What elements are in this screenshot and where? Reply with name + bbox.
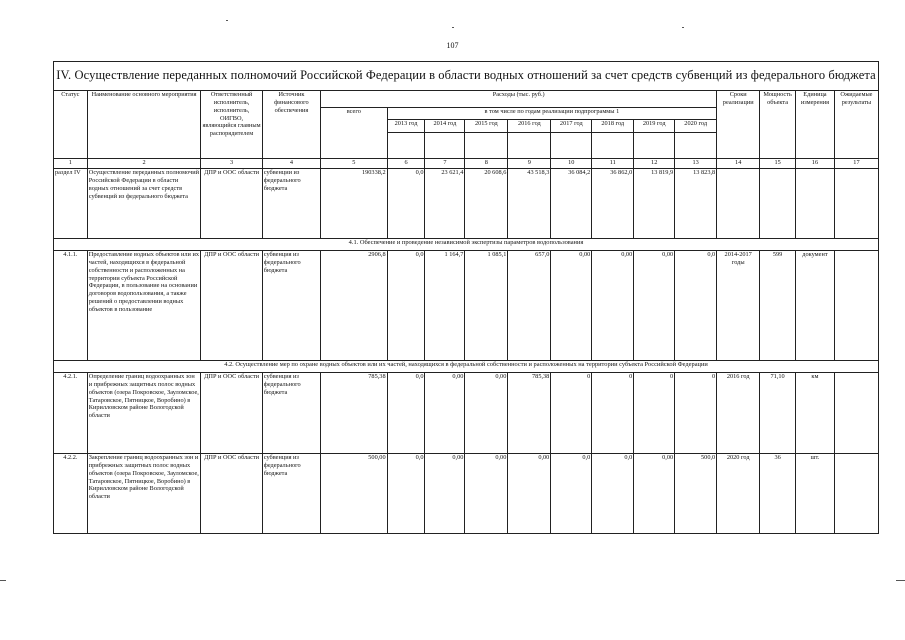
row-unit: документ	[796, 251, 835, 361]
row-terms: 2016 год	[717, 373, 760, 454]
row-value: 43 518,3	[508, 169, 551, 239]
header-year: 2020 год	[675, 120, 717, 133]
row-unit: шт.	[796, 454, 835, 534]
column-number: 3	[201, 159, 262, 169]
header-expenses: Расходы (тыс. руб.)	[321, 91, 717, 108]
row-value: 500,0	[675, 454, 717, 534]
row-total: 785,38	[321, 373, 388, 454]
header-year: 2013 год	[387, 120, 425, 133]
row-results	[834, 251, 878, 361]
row-capacity: 71,10	[760, 373, 796, 454]
row-value: 0	[634, 373, 675, 454]
row-value: 0,00	[508, 454, 551, 534]
row-code: 4.2.2.	[54, 454, 88, 534]
row-value: 0,0	[592, 454, 634, 534]
header-name: Наименование основного мероприятия	[87, 91, 201, 159]
scan-speck	[682, 27, 684, 28]
header-year: 2018 год	[592, 120, 634, 133]
row-results	[834, 373, 878, 454]
row-name: Определение границ водоохранных зон и прибрежных защитных полос водных объектов (озера Покровское, Зауломское, Татаровское, Пятницкое, Воробино) в Кирилловском районе Вологодской области	[87, 373, 201, 454]
row-value: 13 819,9	[634, 169, 675, 239]
row-value: 36 862,0	[592, 169, 634, 239]
header-by-years: в том числе по годам реализации подпрограммы 1	[387, 108, 717, 120]
header-total: всего	[321, 108, 388, 159]
row-total: 500,00	[321, 454, 388, 534]
row-value: 0,0	[675, 251, 717, 361]
table-row	[54, 373, 879, 454]
column-number: 6	[387, 159, 425, 169]
column-number: 12	[634, 159, 675, 169]
header-source: Источник финансового обеспечения	[262, 91, 320, 159]
row-value: 0,00	[425, 373, 465, 454]
row-value: 20 608,6	[465, 169, 508, 239]
row-value: 0,0	[387, 454, 425, 534]
row-value: 1 164,7	[425, 251, 465, 361]
column-number: 10	[551, 159, 592, 169]
row-value: 0	[551, 373, 592, 454]
row-value: 0	[592, 373, 634, 454]
page-number: 107	[446, 41, 459, 50]
row-terms: 2020 год	[717, 454, 760, 534]
row-capacity: 36	[760, 454, 796, 534]
row-executor: ДПР и ООС области	[201, 251, 262, 361]
row-total: 2906,8	[321, 251, 388, 361]
scan-mark	[0, 580, 6, 581]
table-row	[54, 251, 879, 361]
row-executor: ДПР и ООС области	[201, 373, 262, 454]
row-results	[834, 454, 878, 534]
column-number: 7	[425, 159, 465, 169]
row-value: 0,0	[387, 169, 425, 239]
header-terms: Сроки реализации	[717, 91, 760, 159]
header-year: 2014 год	[425, 120, 465, 133]
column-number: 11	[592, 159, 634, 169]
row-value: 0,00	[465, 373, 508, 454]
column-number: 13	[675, 159, 717, 169]
column-number: 1	[54, 159, 88, 169]
page-title: IV. Осуществление переданных полномочий Российской Федерации в области водных отношений за счет средств субвенций из федерального бюджета	[56, 68, 876, 82]
column-number: 5	[321, 159, 388, 169]
header-unit: Единица измерения	[796, 91, 835, 159]
header-status: Статус	[54, 91, 88, 159]
row-value: 0,0	[387, 251, 425, 361]
row-name: Осуществление переданных полномочий Российской Федерации в области водных отношений за счет средств субвенций из федерального бюджета	[87, 169, 201, 239]
header-executor: Ответственный исполнитель, исполнитель, ОИГВО, являющийся главным распорядителем	[201, 91, 262, 159]
row-value: 0,00	[634, 251, 675, 361]
column-number: 16	[796, 159, 835, 169]
row-executor: ДПР и ООС области	[201, 169, 262, 239]
header-results: Ожидаемые результаты	[834, 91, 878, 159]
row-value: 0,00	[592, 251, 634, 361]
row-value: 657,0	[508, 251, 551, 361]
row-value: 0,00	[425, 454, 465, 534]
row-value: 785,38	[508, 373, 551, 454]
header-year: 2017 год	[551, 120, 592, 133]
row-unit: км	[796, 373, 835, 454]
row-status: раздел IV	[54, 169, 88, 239]
row-code: 4.1.1.	[54, 251, 88, 361]
row-source: субвенция из федерального бюджета	[262, 251, 320, 361]
table-row	[54, 169, 879, 239]
row-value: 1 085,1	[465, 251, 508, 361]
column-number: 14	[717, 159, 760, 169]
row-value: 36 084,2	[551, 169, 592, 239]
table-row	[54, 454, 879, 534]
budget-table	[53, 90, 879, 534]
header-year: 2015 год	[465, 120, 508, 133]
scan-mark	[896, 580, 905, 581]
column-number: 8	[465, 159, 508, 169]
row-value: 0,00	[465, 454, 508, 534]
header-capacity: Мощность объекта	[760, 91, 796, 159]
row-value: 13 823,8	[675, 169, 717, 239]
column-number: 2	[87, 159, 201, 169]
column-number: 9	[508, 159, 551, 169]
row-value: 0,00	[634, 454, 675, 534]
row-source: субвенция из федерального бюджета	[262, 373, 320, 454]
header-year: 2016 год	[508, 120, 551, 133]
row-value: 0	[675, 373, 717, 454]
subsection-heading: 4.2. Осуществление мер по охране водных объектов или их частей, находящихся в федеральной собственности и расположенных на территории субъекта Российской Федерации	[54, 361, 879, 373]
row-terms: 2014-2017 годы	[717, 251, 760, 361]
row-source: субвенции из федерального бюджета	[262, 169, 320, 239]
row-source: субвенция из федерального бюджета	[262, 454, 320, 534]
subsection-heading: 4.1. Обеспечение и проведение независимой экспертизы параметров водопользования	[54, 239, 879, 251]
header-year: 2019 год	[634, 120, 675, 133]
row-name: Предоставление водных объектов или их частей, находящихся в федеральной собственности и расположенных на территории субъекта Российской Федерации, в пользование на основании договоров водопользования, а также решений о предоставлении водных объектов в пользование	[87, 251, 201, 361]
column-number: 15	[760, 159, 796, 169]
row-executor: ДПР и ООС области	[201, 454, 262, 534]
row-name: Закрепление границ водоохранных зон и прибрежных защитных полос водных объектов (озера Покровское, Зауломское, Татаровское, Пятницкое, Воробино) в Кирилловском районе Вологодской области	[87, 454, 201, 534]
row-value: 0,0	[551, 454, 592, 534]
row-total: 190338,2	[321, 169, 388, 239]
column-number: 17	[834, 159, 878, 169]
column-number: 4	[262, 159, 320, 169]
row-value: 0,00	[551, 251, 592, 361]
row-value: 23 621,4	[425, 169, 465, 239]
row-value: 0,0	[387, 373, 425, 454]
scan-speck	[452, 27, 454, 28]
row-code: 4.2.1.	[54, 373, 88, 454]
scan-speck	[226, 20, 228, 21]
row-capacity: 599	[760, 251, 796, 361]
